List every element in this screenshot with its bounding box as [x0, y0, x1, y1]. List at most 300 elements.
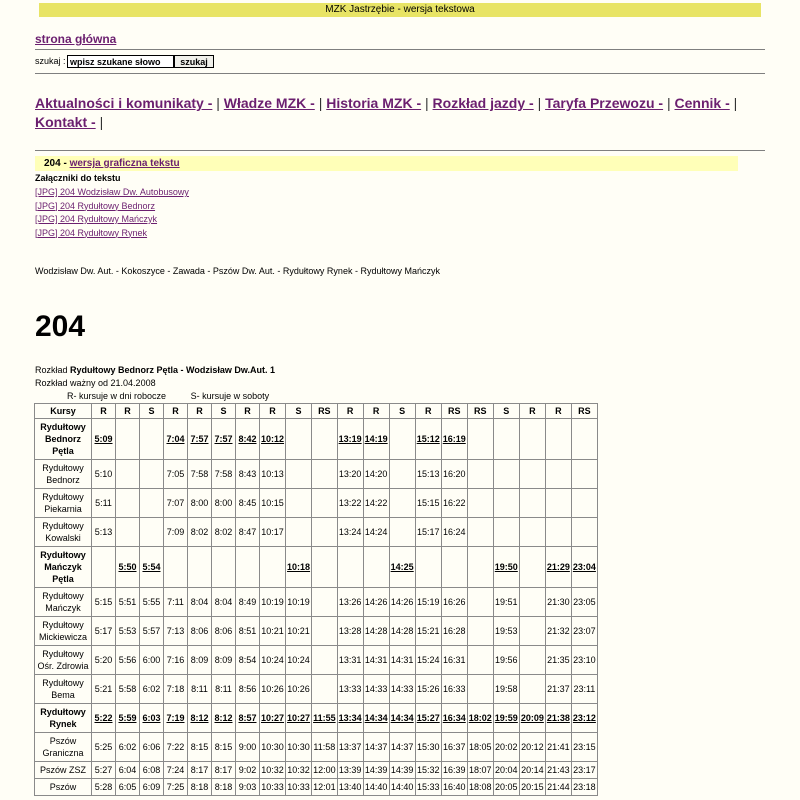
departure-time [571, 419, 597, 460]
departure-time: 8:54 [236, 646, 260, 675]
departure-time: 7:04 [164, 419, 188, 460]
departure-time: 14:24 [363, 518, 389, 547]
departure-time [545, 419, 571, 460]
departure-time: 20:09 [519, 704, 545, 733]
column-header: RS [571, 404, 597, 419]
nav-history[interactable]: Historia MZK - [326, 95, 422, 111]
departure-time: 16:24 [441, 518, 467, 547]
table-row [35, 588, 598, 617]
departure-time: 13:19 [337, 419, 363, 460]
departure-time: 10:30 [286, 733, 312, 762]
departure-time: 5:53 [116, 617, 140, 646]
departure-time [467, 518, 493, 547]
departure-time: 8:11 [212, 675, 236, 704]
departure-time: 23:04 [571, 547, 597, 588]
column-header: R [116, 404, 140, 419]
departure-time: 14:40 [363, 779, 389, 796]
departure-time: 23:05 [571, 588, 597, 617]
departure-time: 8:09 [188, 646, 212, 675]
route-description: Wodzisław Dw. Aut. - Kokoszyce - Zawada - Pszów Dw. Aut. - Rydułtowy Rynek - Rydułtowy Mańczyk [35, 266, 440, 276]
departure-time: 10:19 [260, 588, 286, 617]
departure-time: 8:12 [188, 704, 212, 733]
departure-time [286, 518, 312, 547]
table-row [35, 547, 598, 588]
departure-time: 6:08 [140, 762, 164, 779]
departure-time: 16:26 [441, 588, 467, 617]
column-header: R [260, 404, 286, 419]
departure-time: 19:51 [493, 588, 519, 617]
stop-name: Pszów ZSZ [35, 762, 92, 779]
attachments-title: Załączniki do tekstu [35, 173, 121, 183]
stop-name: Rydułtowy Bema [35, 675, 92, 704]
departure-time [286, 489, 312, 518]
departure-time [571, 518, 597, 547]
departure-time: 16:19 [441, 419, 467, 460]
departure-time: 15:12 [415, 419, 441, 460]
departure-time: 7:58 [188, 460, 212, 489]
nav-separator: | [666, 95, 671, 111]
departure-time [188, 547, 212, 588]
nav-prices[interactable]: Cennik - [674, 95, 730, 111]
departure-time: 10:13 [260, 460, 286, 489]
departure-time: 23:07 [571, 617, 597, 646]
departure-time: 5:57 [140, 617, 164, 646]
departure-time: 16:22 [441, 489, 467, 518]
stop-name: Rydułtowy Bednorz Pętla [35, 419, 92, 460]
column-header: S [286, 404, 312, 419]
departure-time: 15:33 [415, 779, 441, 796]
departure-time: 15:27 [415, 704, 441, 733]
departure-time: 20:14 [519, 762, 545, 779]
departure-time [467, 646, 493, 675]
departure-time: 13:28 [337, 617, 363, 646]
departure-time: 8:18 [212, 779, 236, 796]
departure-time: 13:39 [337, 762, 363, 779]
column-header: R [164, 404, 188, 419]
departure-time [415, 547, 441, 588]
departure-time [467, 460, 493, 489]
departure-time: 5:20 [92, 646, 116, 675]
home-link[interactable]: strona główna [35, 32, 117, 46]
departure-time: 9:03 [236, 779, 260, 796]
departure-time: 7:16 [164, 646, 188, 675]
departure-time: 8:06 [212, 617, 236, 646]
departure-time: 10:27 [286, 704, 312, 733]
nav-separator: | [318, 95, 323, 111]
column-header: R [337, 404, 363, 419]
column-header: R [363, 404, 389, 419]
column-header: S [493, 404, 519, 419]
departure-time: 14:19 [363, 419, 389, 460]
nav-authorities[interactable]: Władze MZK - [223, 95, 315, 111]
timetable [34, 403, 598, 796]
departure-time: 20:02 [493, 733, 519, 762]
table-row [35, 762, 598, 779]
column-header: RS [441, 404, 467, 419]
departure-time: 18:05 [467, 733, 493, 762]
departure-time: 6:09 [140, 779, 164, 796]
departure-time [389, 419, 415, 460]
departure-time: 18:02 [467, 704, 493, 733]
departure-time: 8:06 [188, 617, 212, 646]
departure-time [493, 419, 519, 460]
departure-time: 6:06 [140, 733, 164, 762]
timetable-header-row [35, 404, 598, 419]
departure-time [363, 547, 389, 588]
departure-time: 19:50 [493, 547, 519, 588]
departure-time: 6:04 [116, 762, 140, 779]
departure-time: 5:09 [92, 419, 116, 460]
departure-time: 5:25 [92, 733, 116, 762]
departure-time: 8:02 [188, 518, 212, 547]
departure-time: 10:21 [260, 617, 286, 646]
departure-time: 20:15 [519, 779, 545, 796]
departure-time: 23:10 [571, 646, 597, 675]
search-form [35, 55, 208, 68]
nav-separator: | [99, 114, 104, 130]
departure-time: 14:25 [389, 547, 415, 588]
departure-time: 5:54 [140, 547, 164, 588]
column-header: S [212, 404, 236, 419]
departure-time: 10:30 [260, 733, 286, 762]
departure-time [312, 547, 338, 588]
column-header: R [92, 404, 116, 419]
departure-time [545, 489, 571, 518]
departure-time: 7:05 [164, 460, 188, 489]
departure-time [519, 460, 545, 489]
schedule-title [35, 365, 275, 375]
table-row [35, 489, 598, 518]
departure-time: 6:02 [140, 675, 164, 704]
departure-time: 11:58 [312, 733, 338, 762]
departure-time: 7:57 [212, 419, 236, 460]
departure-time [467, 588, 493, 617]
departure-time: 5:58 [116, 675, 140, 704]
departure-time: 8:42 [236, 419, 260, 460]
departure-time [312, 489, 338, 518]
stop-name: Rydułtowy Bednorz [35, 460, 92, 489]
departure-time: 14:31 [363, 646, 389, 675]
departure-time: 21:30 [545, 588, 571, 617]
table-row [35, 704, 598, 733]
departure-time [467, 547, 493, 588]
departure-time: 8:15 [212, 733, 236, 762]
departure-time: 13:40 [337, 779, 363, 796]
departure-time: 12:00 [312, 762, 338, 779]
nav-separator: | [537, 95, 542, 111]
departure-time [571, 489, 597, 518]
departure-time: 7:57 [188, 419, 212, 460]
departure-time: 14:37 [363, 733, 389, 762]
table-row [35, 518, 598, 547]
departure-time: 8:00 [212, 489, 236, 518]
departure-time: 14:40 [389, 779, 415, 796]
column-header: S [140, 404, 164, 419]
departure-time [260, 547, 286, 588]
nav-timetable[interactable]: Rozkład jazdy - [432, 95, 534, 111]
departure-time: 15:24 [415, 646, 441, 675]
departure-time [164, 547, 188, 588]
departure-time: 10:15 [260, 489, 286, 518]
departure-time [140, 489, 164, 518]
legend [67, 391, 269, 401]
departure-time: 16:37 [441, 733, 467, 762]
departure-time: 12:01 [312, 779, 338, 796]
table-row [35, 733, 598, 762]
table-row [35, 460, 598, 489]
departure-time: 21:32 [545, 617, 571, 646]
departure-time: 5:56 [116, 646, 140, 675]
departure-time: 15:19 [415, 588, 441, 617]
departure-time [212, 547, 236, 588]
departure-time: 19:53 [493, 617, 519, 646]
departure-time [519, 518, 545, 547]
departure-time: 8:47 [236, 518, 260, 547]
departure-time [545, 518, 571, 547]
departure-time [545, 460, 571, 489]
departure-time: 16:33 [441, 675, 467, 704]
departure-time: 14:34 [363, 704, 389, 733]
departure-time: 10:12 [260, 419, 286, 460]
departure-time: 7:24 [164, 762, 188, 779]
departure-time: 10:17 [260, 518, 286, 547]
attachment-link[interactable]: [JPG] 204 Rydułtowy Mańczyk [35, 214, 158, 224]
departure-time: 10:26 [286, 675, 312, 704]
departure-time: 9:02 [236, 762, 260, 779]
divider [35, 73, 765, 74]
departure-time: 7:13 [164, 617, 188, 646]
departure-time [312, 646, 338, 675]
departure-time: 21:35 [545, 646, 571, 675]
column-header: R [188, 404, 212, 419]
column-header: R [415, 404, 441, 419]
departure-time [493, 518, 519, 547]
departure-time: 23:11 [571, 675, 597, 704]
legend-s: S- kursuje w soboty [190, 391, 270, 401]
departure-time: 13:37 [337, 733, 363, 762]
departure-time: 15:32 [415, 762, 441, 779]
departure-time: 5:50 [116, 547, 140, 588]
line-number: 204 [35, 310, 86, 343]
nav-separator: | [425, 95, 429, 111]
valid-from: Rozkład ważny od 21.04.2008 [35, 378, 156, 388]
departure-time: 14:26 [363, 588, 389, 617]
attachment-link[interactable]: [JPG] 204 Wodzisław Dw. Autobusowy [35, 187, 189, 197]
departure-time: 20:04 [493, 762, 519, 779]
departure-time: 5:51 [116, 588, 140, 617]
table-row [35, 419, 598, 460]
departure-time: 5:17 [92, 617, 116, 646]
departure-time: 7:18 [164, 675, 188, 704]
departure-time: 5:28 [92, 779, 116, 796]
departure-time: 10:24 [286, 646, 312, 675]
departure-time: 13:22 [337, 489, 363, 518]
departure-time: 10:33 [260, 779, 286, 796]
departure-time: 7:11 [164, 588, 188, 617]
departure-time: 14:26 [389, 588, 415, 617]
departure-time: 10:24 [260, 646, 286, 675]
departure-time: 14:31 [389, 646, 415, 675]
departure-time: 15:17 [415, 518, 441, 547]
column-header: S [389, 404, 415, 419]
departure-time: 8:45 [236, 489, 260, 518]
column-header: R [236, 404, 260, 419]
departure-time: 15:15 [415, 489, 441, 518]
departure-time: 16:28 [441, 617, 467, 646]
departure-time: 8:09 [212, 646, 236, 675]
departure-time: 18:07 [467, 762, 493, 779]
departure-time: 10:27 [260, 704, 286, 733]
departure-time: 7:25 [164, 779, 188, 796]
departure-time [236, 547, 260, 588]
departure-time: 13:33 [337, 675, 363, 704]
departure-time: 14:39 [363, 762, 389, 779]
departure-time [467, 489, 493, 518]
departure-time [571, 460, 597, 489]
nav-tariff[interactable]: Taryfa Przewozu - [545, 95, 664, 111]
departure-time: 8:04 [188, 588, 212, 617]
attachment-link[interactable]: [JPG] 204 Rydułtowy Rynek [35, 227, 148, 238]
departure-time: 19:59 [493, 704, 519, 733]
attachment-link[interactable]: [JPG] 204 Rydułtowy Bednorz [35, 200, 156, 211]
departure-time: 16:20 [441, 460, 467, 489]
departure-time [337, 547, 363, 588]
table-row [35, 617, 598, 646]
departure-time: 8:17 [212, 762, 236, 779]
departure-time: 10:33 [286, 779, 312, 796]
departure-time [116, 489, 140, 518]
site-title-bar [39, 3, 761, 17]
departure-time: 13:20 [337, 460, 363, 489]
departure-time: 14:34 [389, 704, 415, 733]
departure-time: 5:10 [92, 460, 116, 489]
departure-time [519, 675, 545, 704]
departure-time: 6:00 [140, 646, 164, 675]
departure-time: 5:27 [92, 762, 116, 779]
departure-time: 16:31 [441, 646, 467, 675]
departure-time [92, 547, 116, 588]
divider [35, 150, 765, 151]
departure-time: 14:39 [389, 762, 415, 779]
departure-time: 5:22 [92, 704, 116, 733]
departure-time: 5:11 [92, 489, 116, 518]
schedule-prefix: Rozkład [35, 365, 68, 375]
departure-time: 23:15 [571, 733, 597, 762]
departure-time [116, 419, 140, 460]
departure-time: 8:51 [236, 617, 260, 646]
stop-name: Rydułtowy Mańczyk Pętla [35, 547, 92, 588]
departure-time: 14:22 [363, 489, 389, 518]
departure-time: 14:20 [363, 460, 389, 489]
stop-name: Rydułtowy Mickiewicza [35, 617, 92, 646]
departure-time [389, 518, 415, 547]
departure-time: 10:18 [286, 547, 312, 588]
departure-time: 21:38 [545, 704, 571, 733]
stop-name: Rydułtowy Rynek [35, 704, 92, 733]
departure-time [140, 460, 164, 489]
departure-time: 14:37 [389, 733, 415, 762]
stop-name: Pszów Graniczna [35, 733, 92, 762]
departure-time: 14:28 [389, 617, 415, 646]
departure-time [519, 547, 545, 588]
departure-time: 21:44 [545, 779, 571, 796]
departure-time [312, 518, 338, 547]
departure-time: 19:56 [493, 646, 519, 675]
departure-time: 6:05 [116, 779, 140, 796]
departure-time [116, 460, 140, 489]
nav-news[interactable]: Aktualności i komunikaty - [35, 95, 213, 111]
departure-time: 10:21 [286, 617, 312, 646]
header-kursy: Kursy [35, 404, 92, 419]
departure-time: 23:18 [571, 779, 597, 796]
departure-time: 20:12 [519, 733, 545, 762]
legend-r: R- kursuje w dni robocze [67, 391, 167, 401]
schedule-name: Rydułtowy Bednorz Pętla - Wodzisław Dw.Aut. 1 [70, 365, 276, 375]
nav-separator: | [216, 95, 220, 111]
column-header: RS [312, 404, 338, 419]
departure-time [389, 489, 415, 518]
column-header: R [519, 404, 545, 419]
departure-time [312, 460, 338, 489]
departure-time: 16:40 [441, 779, 467, 796]
departure-time: 14:33 [389, 675, 415, 704]
line-prefix: 204 - [44, 158, 67, 169]
column-header: RS [467, 404, 493, 419]
search-input[interactable] [67, 55, 174, 68]
departure-time: 6:02 [116, 733, 140, 762]
departure-time [389, 460, 415, 489]
departure-time [519, 489, 545, 518]
search-button[interactable]: szukaj [174, 55, 214, 68]
departure-time [467, 419, 493, 460]
departure-time: 8:43 [236, 460, 260, 489]
site-title: MZK Jastrzębie - wersja tekstowa [325, 4, 475, 15]
departure-time: 8:02 [212, 518, 236, 547]
departure-time: 13:31 [337, 646, 363, 675]
graphic-version-bar [35, 156, 738, 171]
column-header: R [545, 404, 571, 419]
nav-separator: | [733, 95, 738, 111]
departure-time: 8:04 [212, 588, 236, 617]
graphic-version-link[interactable]: wersja graficzna tekstu [69, 158, 180, 169]
departure-time: 5:15 [92, 588, 116, 617]
departure-time: 8:49 [236, 588, 260, 617]
departure-time: 14:28 [363, 617, 389, 646]
stop-name: Rydułtowy Kowalski [35, 518, 92, 547]
departure-time: 5:55 [140, 588, 164, 617]
departure-time: 21:29 [545, 547, 571, 588]
departure-time [312, 588, 338, 617]
departure-time [519, 617, 545, 646]
departure-time: 5:13 [92, 518, 116, 547]
stop-name: Rydułtowy Piekarnia [35, 489, 92, 518]
departure-time: 21:41 [545, 733, 571, 762]
main-nav [35, 94, 765, 132]
departure-time: 23:12 [571, 704, 597, 733]
departure-time: 15:30 [415, 733, 441, 762]
departure-time: 10:26 [260, 675, 286, 704]
departure-time: 7:22 [164, 733, 188, 762]
departure-time: 13:34 [337, 704, 363, 733]
departure-time [519, 419, 545, 460]
departure-time [116, 518, 140, 547]
table-row [35, 779, 598, 796]
departure-time: 18:08 [467, 779, 493, 796]
departure-time: 8:11 [188, 675, 212, 704]
nav-contact[interactable]: Kontakt - [35, 114, 96, 130]
departure-time: 23:17 [571, 762, 597, 779]
departure-time: 14:33 [363, 675, 389, 704]
